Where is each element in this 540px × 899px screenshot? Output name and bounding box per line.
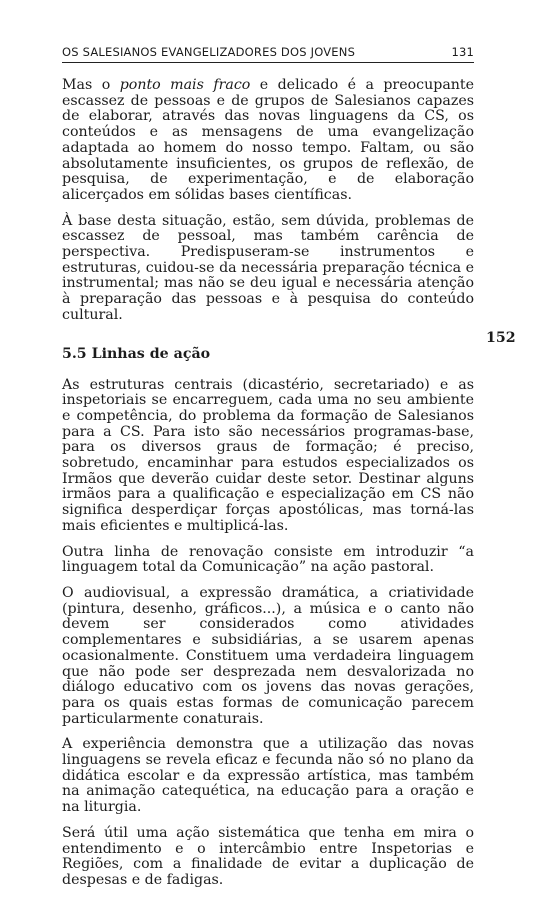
paragraph-4: Outra linha de renovação consiste em introduzir “a linguagem total da Comunicação” na ação pastoral. [62, 543, 474, 576]
paragraph-5: O audiovisual, a expressão dramática, a criatividade (pintura, desenho, gráficos...), a música e o canto não devem ser considerados como atividades complementares e subsidiárias, a se usarem apenas ocasionalmente. Constituem uma verdadeira linguagem que não pode ser desprezada nem desvalorizada no diálogo educativo com os jovens das novas gerações, para os quais estas formas de comunicação parecem particularmente conaturais. [62, 584, 474, 727]
paragraph-3: As estruturas centrais (dicastério, secretariado) e as inspetoriais se encarreguem, cada uma no seu ambiente e competência, do problema da formação de Salesianos para a CS. Para isto são necessários programas-base, para os diversos graus de formação; é preciso, sobretudo, encaminhar para estudos especializados os Irmãos que deverão cuidar deste setor. Destinar alguns irmãos para a qualificação e especialização em CS não significa desperdiçar forças apostólicas, mas torná-las mais eficientes e multiplicá-las. [62, 376, 474, 534]
header-title: OS SALESIANOS EVANGELIZADORES DOS JOVENS [62, 45, 356, 59]
paragraph-7: Será útil uma ação sistemática que tenha em mira o entendimento e o intercâmbio entre Inspetorias e Regiões, com a finalidade de evitar a duplicação de despesas e de fadigas. [62, 824, 474, 888]
paragraph-1-emphasis: ponto mais fraco [119, 77, 251, 93]
margin-paragraph-number: 152 [486, 330, 516, 346]
running-header [62, 40, 474, 63]
paragraph-1-rest: e delicado é a preocupante escassez de pessoas e de grupos de Salesianos capazes de elaborar, através das novas linguagens da CS, os conteúdos e as mensagens de uma evangelização adaptada ao homem do nosso tempo. Faltam, ou são absolutamente insuficientes, os grupos de reflexão, de pesquisa, de experimentação, e de elaboração alicerçados em sólidas bases científicas. [62, 77, 475, 203]
page-body [62, 78, 474, 899]
paragraph-2: À base desta situação, estão, sem dúvida, problemas de escassez de pessoal, mas também carência de perspectiva. Predispuseram-se instrumentos e estruturas, cuidou-se da necessária preparação técnica e instrumental; mas não se deu igual e necessária atenção à preparação das pessoas e à pesquisa do conteúdo cultural. [62, 212, 474, 323]
paragraph-1 [62, 78, 474, 204]
paragraph-1-start: Mas o [62, 77, 120, 93]
section-heading: 5.5 Linhas de ação [62, 345, 211, 362]
paragraph-6: A experiência demonstra que a utilização das novas linguagens se revela eficaz e fecunda não só no plano da didática escolar e da expressão artística, mas também na animação catequética, na educação para a oração e na liturgia. [62, 736, 474, 816]
page-number: 131 [451, 45, 474, 59]
